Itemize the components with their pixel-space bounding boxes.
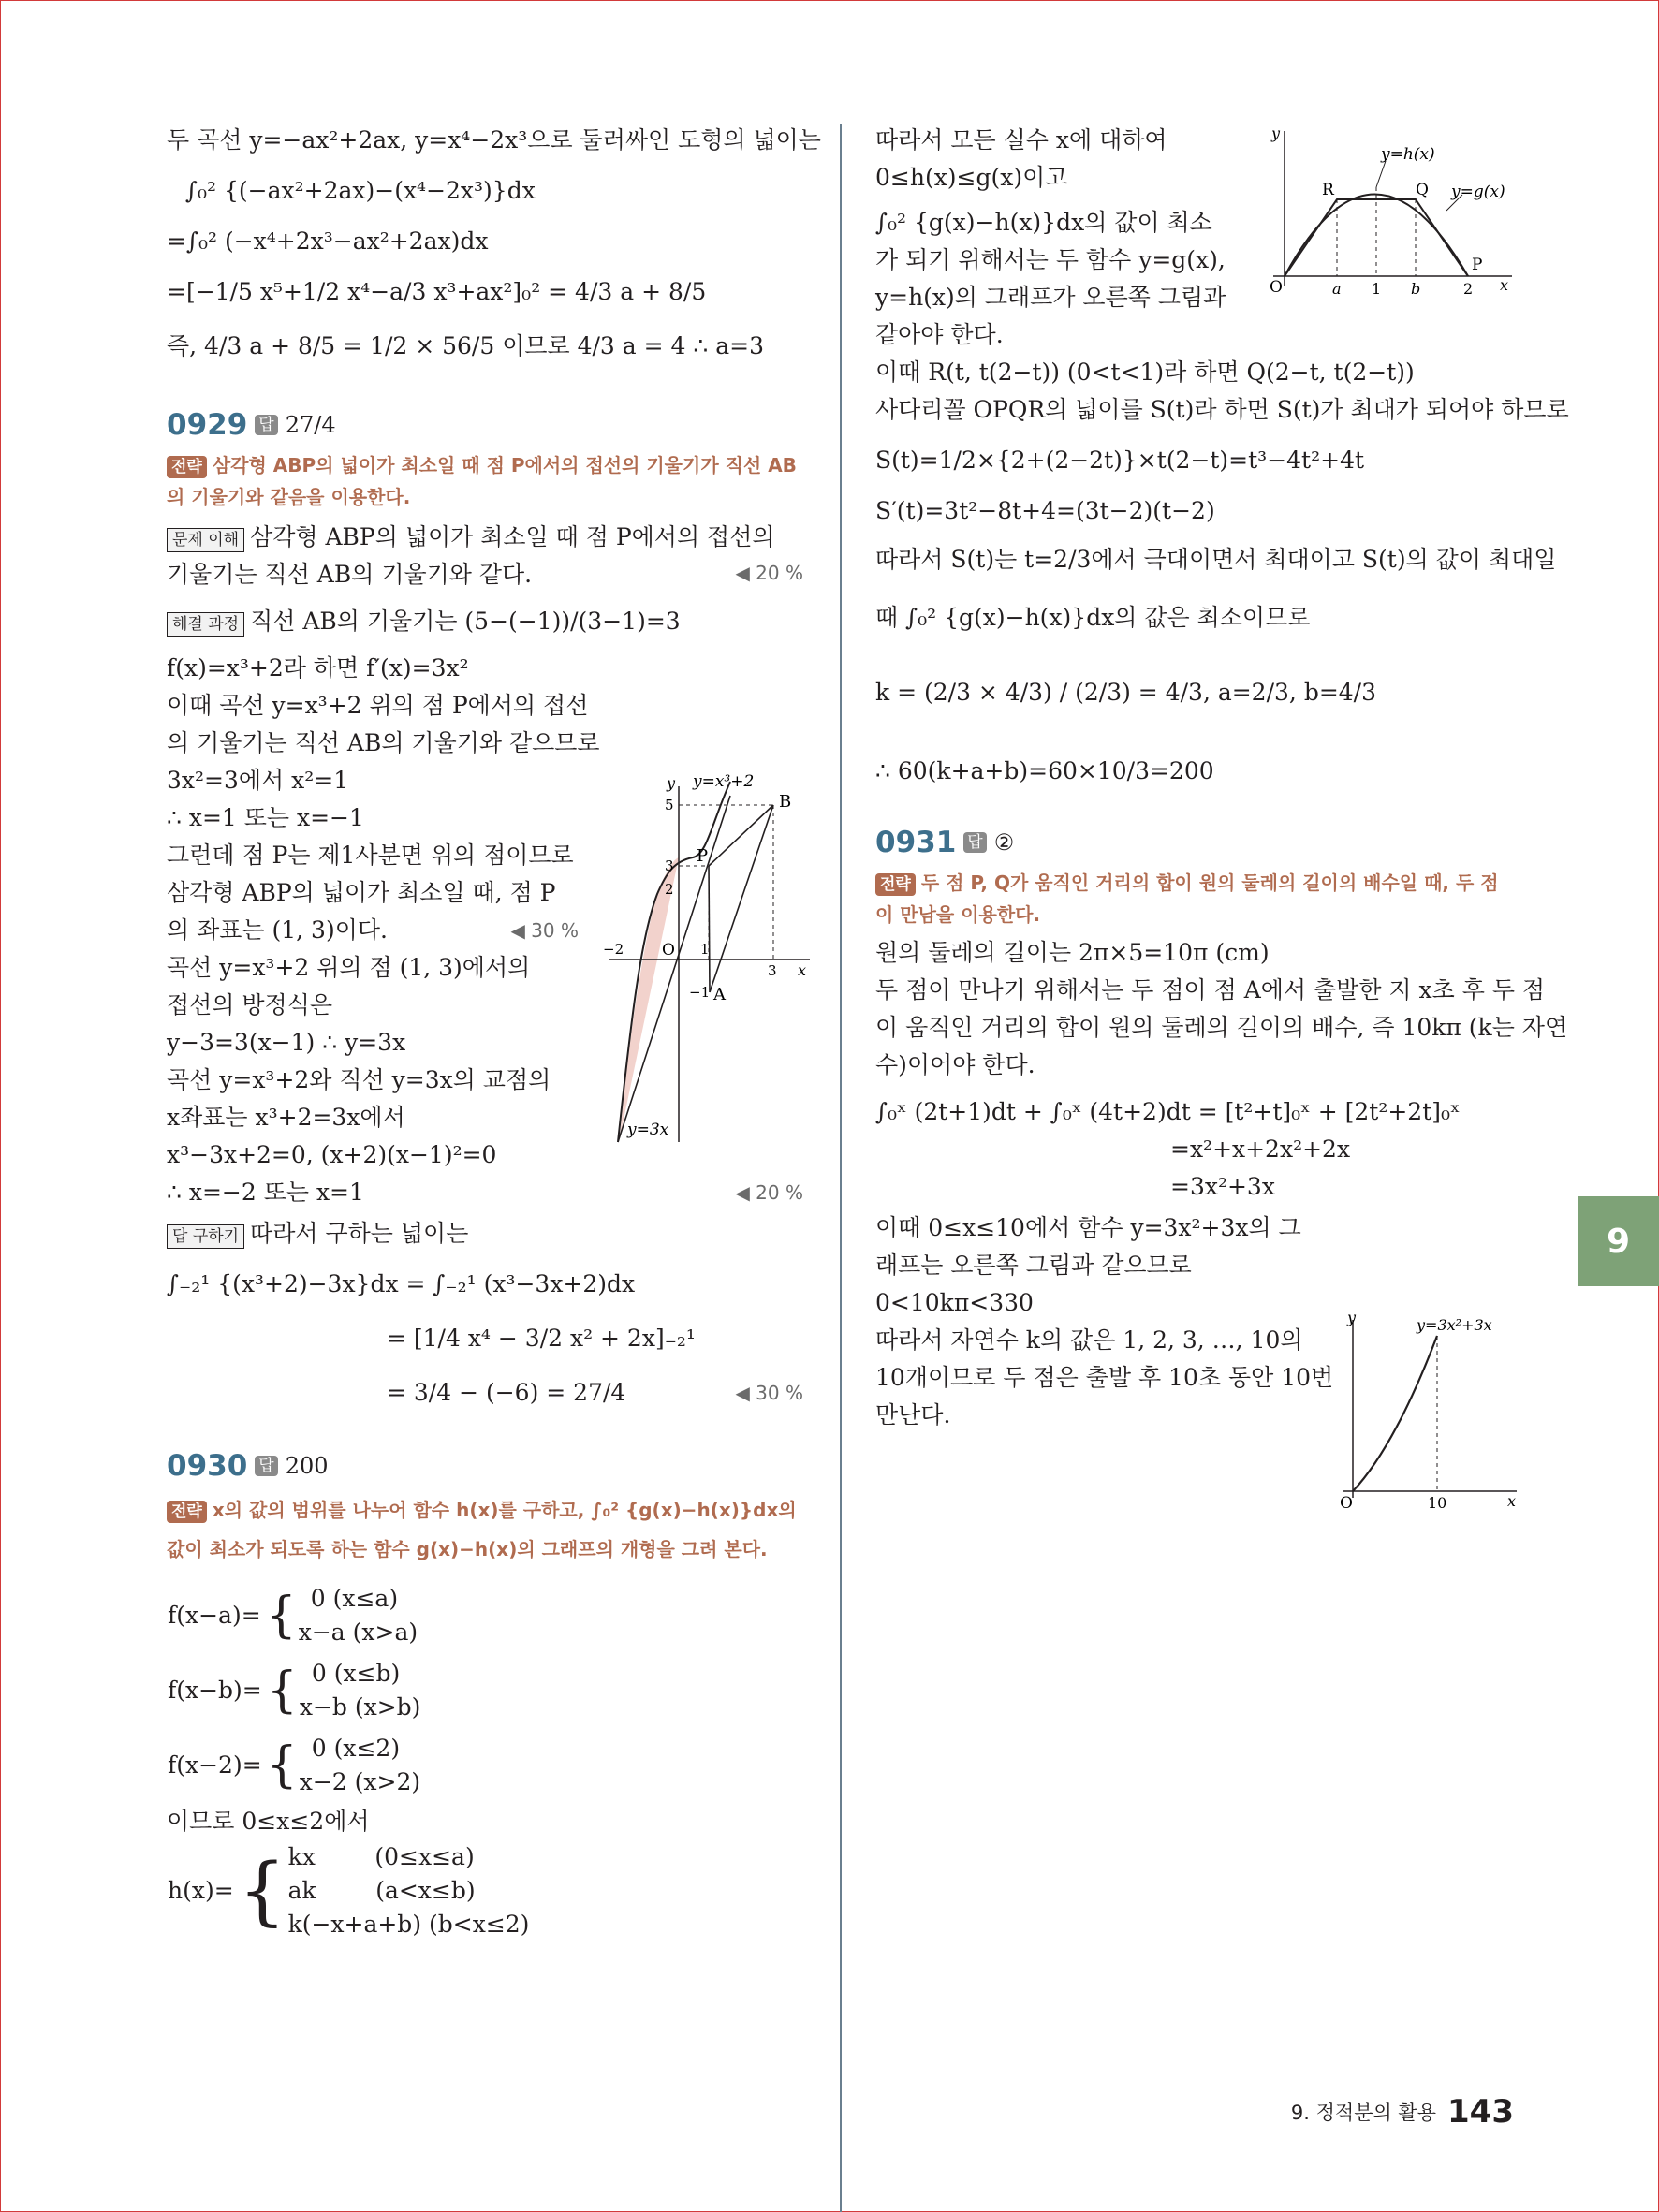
body-line: f(x)=x³+2라 하면 f′(x)=3x² <box>167 654 469 681</box>
case-row: 0 (x≤a) <box>310 1585 399 1612</box>
final-text: = 3/4 − (−6) = 27/4 <box>387 1379 626 1406</box>
body-line: 삼각형 ABP의 넓이가 최소일 때, 점 P <box>167 879 556 906</box>
case-row: x−b (x>b) <box>299 1693 421 1721</box>
tick-label: −2 <box>603 941 624 958</box>
page-number: 143 <box>1447 2093 1514 2131</box>
score-percent: ◀ 20 % <box>735 1181 803 1204</box>
tick-label: 2 <box>1463 280 1474 298</box>
step-badge: 답 구하기 <box>167 1224 244 1249</box>
h-row: kx (0≤x≤a) <box>287 1843 475 1870</box>
step-badge: 해결 과정 <box>167 612 244 637</box>
body-line: S′(t)=3t²−8t+4=(3t−2)(t−2) <box>875 497 1215 524</box>
strategy-note <box>875 867 1512 930</box>
problem-header-929 <box>167 406 803 444</box>
body-line: ∫₀² {g(x)−h(x)}dx의 값이 최소 <box>875 209 1212 236</box>
body-line: ∴ 60(k+a+b)=60×10/3=200 <box>875 757 1214 784</box>
score-percent: ◀ 30 % <box>510 919 579 942</box>
right-column <box>875 122 1569 1434</box>
point-p-label: P <box>1472 256 1483 274</box>
origin-label: O <box>1270 278 1283 297</box>
body-text: 의 좌표는 (1, 3)이다. <box>167 916 388 944</box>
body-line: ∫₀ˣ (2t+1)dt + ∫₀ˣ (4t+2)dt = [t²+t]₀ˣ + [2t²+2t]₀ˣ <box>875 1098 1461 1125</box>
body-text: ∴ x=−2 또는 x=1 <box>167 1179 364 1206</box>
body-line: 의 기울기는 직선 AB의 기울기와 같으므로 <box>167 729 600 756</box>
body-line: 0<10kπ<330 <box>875 1289 1034 1316</box>
y-axis-label: y <box>1347 1309 1357 1326</box>
final-line: = [1/4 x⁴ − 3/2 x² + 2x]₋₂¹ <box>387 1325 696 1352</box>
case-block <box>167 1582 803 1941</box>
strategy-text: 두 점 P, Q가 움직인 거리의 합이 원의 둘레의 길이의 배수일 때, 두 점이 만남을 이용한다. <box>875 872 1499 926</box>
body-line: k = (2/3 × 4/3) / (2/3) = 4/3, a=2/3, b=4/3 <box>875 679 1376 706</box>
answer-value: 27/4 <box>285 412 336 438</box>
case-lhs: f(x−b)= <box>168 1677 262 1704</box>
body-line: 10개이므로 두 점은 출발 후 10초 동안 10번 <box>875 1364 1334 1391</box>
problem-number: 0929 <box>167 408 248 442</box>
intro-line: ∫₀² {(−ax²+2ax)−(x⁴−2x³)}dx <box>185 177 536 204</box>
tick-label: 5 <box>665 797 674 813</box>
problem-number: 0930 <box>167 1449 248 1483</box>
case-row: 0 (x≤2) <box>311 1735 401 1762</box>
body-line: 이므로 0≤x≤2에서 <box>167 1808 370 1835</box>
strategy-note <box>167 1490 803 1569</box>
page-footer <box>1291 2093 1514 2131</box>
strategy-badge: 전략 <box>167 1501 207 1523</box>
body-line: 0≤h(x)≤g(x)이고 <box>875 164 1068 191</box>
body-line: 3x²=3에서 x²=1 <box>167 767 349 794</box>
tangent-line <box>618 796 730 1142</box>
body-line: 같아야 한다. <box>875 321 1004 348</box>
step-badge: 문제 이해 <box>167 528 244 552</box>
point-r-label: R <box>1322 181 1334 199</box>
strategy-text: 삼각형 ABP의 넓이가 최소일 때 점 P에서의 접선의 기울기가 직선 AB의 기울기와 같음을 이용한다. <box>167 454 797 508</box>
line-label: y=3x <box>627 1121 669 1139</box>
point-q-label: Q <box>1416 181 1429 199</box>
case-table <box>167 1657 421 1724</box>
origin-label: O <box>1340 1494 1353 1513</box>
case-row: x−2 (x>2) <box>299 1768 421 1795</box>
body-line: =3x²+3x <box>1170 1173 1275 1200</box>
body-line: ∴ x=1 또는 x=−1 <box>167 804 364 831</box>
tick-label: −1 <box>689 984 711 1001</box>
answer-badge: 답 <box>255 1456 277 1476</box>
body-line: x좌표는 x³+2=3x에서 <box>167 1104 405 1131</box>
point-p-label: P <box>697 846 709 866</box>
tick-label: 2 <box>665 881 674 898</box>
h-row: k(−x+a+b) (b<x≤2) <box>287 1911 530 1938</box>
case-lhs: f(x−a)= <box>168 1602 261 1629</box>
body-line <box>167 1174 803 1211</box>
chapter-tab[interactable]: 9 <box>1578 1196 1659 1286</box>
body-line: 가 되기 위해서는 두 함수 y=g(x), <box>875 246 1226 273</box>
body-line: 원의 둘레의 길이는 2π×5=10π (cm) <box>875 939 1270 966</box>
body-line: 때 ∫₀² {g(x)−h(x)}dx의 값은 최소이므로 <box>875 604 1311 631</box>
answer-value: ② <box>993 829 1015 856</box>
graph-929 <box>599 768 824 1161</box>
x-axis-label: x <box>1507 1492 1517 1510</box>
tick-label: 10 <box>1428 1494 1447 1512</box>
strategy-badge: 전략 <box>875 873 916 896</box>
h-lhs: h(x)= <box>168 1877 234 1904</box>
step-solve <box>167 603 803 640</box>
answer-value: 200 <box>285 1453 329 1479</box>
x-axis-label: x <box>798 961 807 979</box>
body-line: S(t)=1/2×{2+(2−2t)}×t(2−t)=t³−4t²+4t <box>875 447 1365 474</box>
step-understand <box>167 519 803 593</box>
tick-label: 1 <box>700 941 710 958</box>
point-b-label: B <box>779 792 792 812</box>
h-row: ak (a<x≤b) <box>287 1877 476 1904</box>
problem-header-931 <box>875 824 1512 861</box>
segment-ab <box>710 805 773 992</box>
intro-line: 두 곡선 y=−ax²+2ax, y=x⁴−2x³으로 둘러싸인 도형의 넓이는 <box>167 126 821 154</box>
shaded-region <box>620 857 679 1137</box>
answer-badge: 답 <box>255 415 277 435</box>
g-curve-label: y=g(x) <box>1451 183 1505 201</box>
strategy-badge: 전략 <box>167 456 207 478</box>
score-percent: ◀ 20 % <box>735 562 803 584</box>
body-line: 곡선 y=x³+2와 직선 y=3x의 교점의 <box>167 1066 551 1093</box>
brace: { <box>265 1588 297 1644</box>
column-divider <box>840 124 842 2212</box>
body-line: 따라서 자연수 k의 값은 1, 2, 3, …, 10의 <box>875 1326 1303 1354</box>
body-line: 따라서 모든 실수 x에 대하여 <box>875 126 1167 154</box>
curve-label: y=3x²+3x <box>1417 1316 1492 1334</box>
p929-body <box>167 650 600 1174</box>
body-line: 사다리꼴 OPQR의 넓이를 S(t)라 하면 S(t)가 최대가 되어야 하므로 <box>875 396 1569 423</box>
intro-line: =[−1/5 x⁵+1/2 x⁴−a/3 x³+ax²]₀² = 4/3 a + 8/5 <box>167 278 707 305</box>
tick-label: 3 <box>768 962 777 979</box>
tick-label: 3 <box>665 857 674 874</box>
body-line <box>167 912 579 949</box>
body-line: 이때 곡선 y=x³+2 위의 점 P에서의 접선 <box>167 692 589 719</box>
body-line: 곡선 y=x³+2 위의 점 (1, 3)에서의 <box>167 954 531 981</box>
body-line: 이때 R(t, t(2−t)) (0<t<1)라 하면 Q(2−t, t(2−t)) <box>875 359 1415 386</box>
body-line: x³−3x+2=0, (x+2)(x−1)²=0 <box>167 1141 497 1168</box>
strategy-note <box>167 449 803 513</box>
body-line: 따라서 S(t)는 t=2/3에서 극대이면서 최대이고 S(t)의 값이 최대일 <box>875 546 1557 573</box>
quadratic-curve <box>1353 1336 1437 1491</box>
p930-cont-top <box>875 122 1231 354</box>
case-row: x−a (x>a) <box>298 1619 418 1646</box>
body-line: 그런데 점 P는 제1사분면 위의 점이므로 <box>167 842 574 869</box>
graph-930 <box>1255 122 1521 309</box>
final-line <box>167 1374 803 1412</box>
problem-header-930 <box>167 1447 803 1485</box>
point-a-label: A <box>713 985 726 1004</box>
body-line: =x²+x+2x²+2x <box>1170 1135 1351 1163</box>
strategy-text: x의 값의 범위를 나누어 함수 h(x)를 구하고, ∫₀² {g(x)−h(x)}dx의 값이 최소가 되도록 하는 함수 g(x)−h(x)의 그래프의 개형을 그려 본다. <box>167 1499 797 1560</box>
label-pointer <box>1376 161 1386 187</box>
body-line: 이때 0≤x≤10에서 함수 y=3x²+3x의 그 <box>875 1214 1301 1241</box>
h-table <box>167 1840 530 1941</box>
intro-line: 즉, 4/3 a + 8/5 = 1/2 × 56/5 이므로 4/3 a = 4 ∴ a=3 <box>167 332 764 359</box>
p931-bottom <box>875 1209 1334 1434</box>
step-text: 따라서 구하는 넓이는 <box>250 1220 469 1247</box>
intro-line: =∫₀² (−x⁴+2x³−ax²+2ax)dx <box>167 227 489 255</box>
footer-chapter: 9. 정적분의 활용 <box>1290 2102 1437 2124</box>
body-line: 만난다. <box>875 1401 951 1428</box>
body-line: 수)이어야 한다. <box>875 1051 1035 1078</box>
y-axis-label: y <box>1271 125 1281 142</box>
body-line: 두 점이 만나기 위해서는 두 점이 점 A에서 출발한 지 x초 후 두 점 <box>875 976 1546 1003</box>
answer-badge: 답 <box>963 832 986 853</box>
case-table <box>167 1732 421 1799</box>
tick-label: b <box>1411 280 1421 298</box>
step-text: 삼각형 ABP의 넓이가 최소일 때 점 P에서의 접선의 기울기는 직선 AB의 기울기와 같다. <box>167 523 775 588</box>
brace: { <box>266 1737 298 1794</box>
case-table <box>167 1582 418 1649</box>
score-percent: ◀ 30 % <box>735 1382 803 1404</box>
h-curve-label: y=h(x) <box>1381 145 1435 164</box>
brace: { <box>238 1847 286 1934</box>
y-axis-label: y <box>667 774 676 792</box>
tick-label: 1 <box>1372 280 1382 298</box>
step-text: 직선 AB의 기울기는 (5−(−1))/(3−1)=3 <box>250 608 681 635</box>
x-axis-label: x <box>1500 276 1509 294</box>
body-line: y=h(x)의 그래프가 오른쪽 그림과 <box>875 284 1226 311</box>
step-answer <box>167 1215 803 1252</box>
final-line: ∫₋₂¹ {(x³+2)−3x}dx = ∫₋₂¹ (x³−3x+2)dx <box>167 1270 636 1297</box>
case-row: 0 (x≤b) <box>311 1660 401 1687</box>
tick-label: a <box>1332 280 1342 298</box>
case-lhs: f(x−2)= <box>168 1751 262 1779</box>
brace: { <box>266 1663 298 1719</box>
graph-931 <box>1315 1306 1526 1521</box>
body-line: 이 움직인 거리의 합이 원의 둘레의 길이의 배수, 즉 10kπ (k는 자연 <box>875 1014 1568 1041</box>
body-line: y−3=3(x−1) ∴ y=3x <box>167 1029 406 1056</box>
problem-number: 0931 <box>875 826 957 859</box>
body-line: 접선의 방정식은 <box>167 991 332 1018</box>
curve-label: y=x³+2 <box>693 772 755 791</box>
origin-label: O <box>662 941 675 960</box>
body-line: 래프는 오른쪽 그림과 같으므로 <box>875 1252 1192 1279</box>
